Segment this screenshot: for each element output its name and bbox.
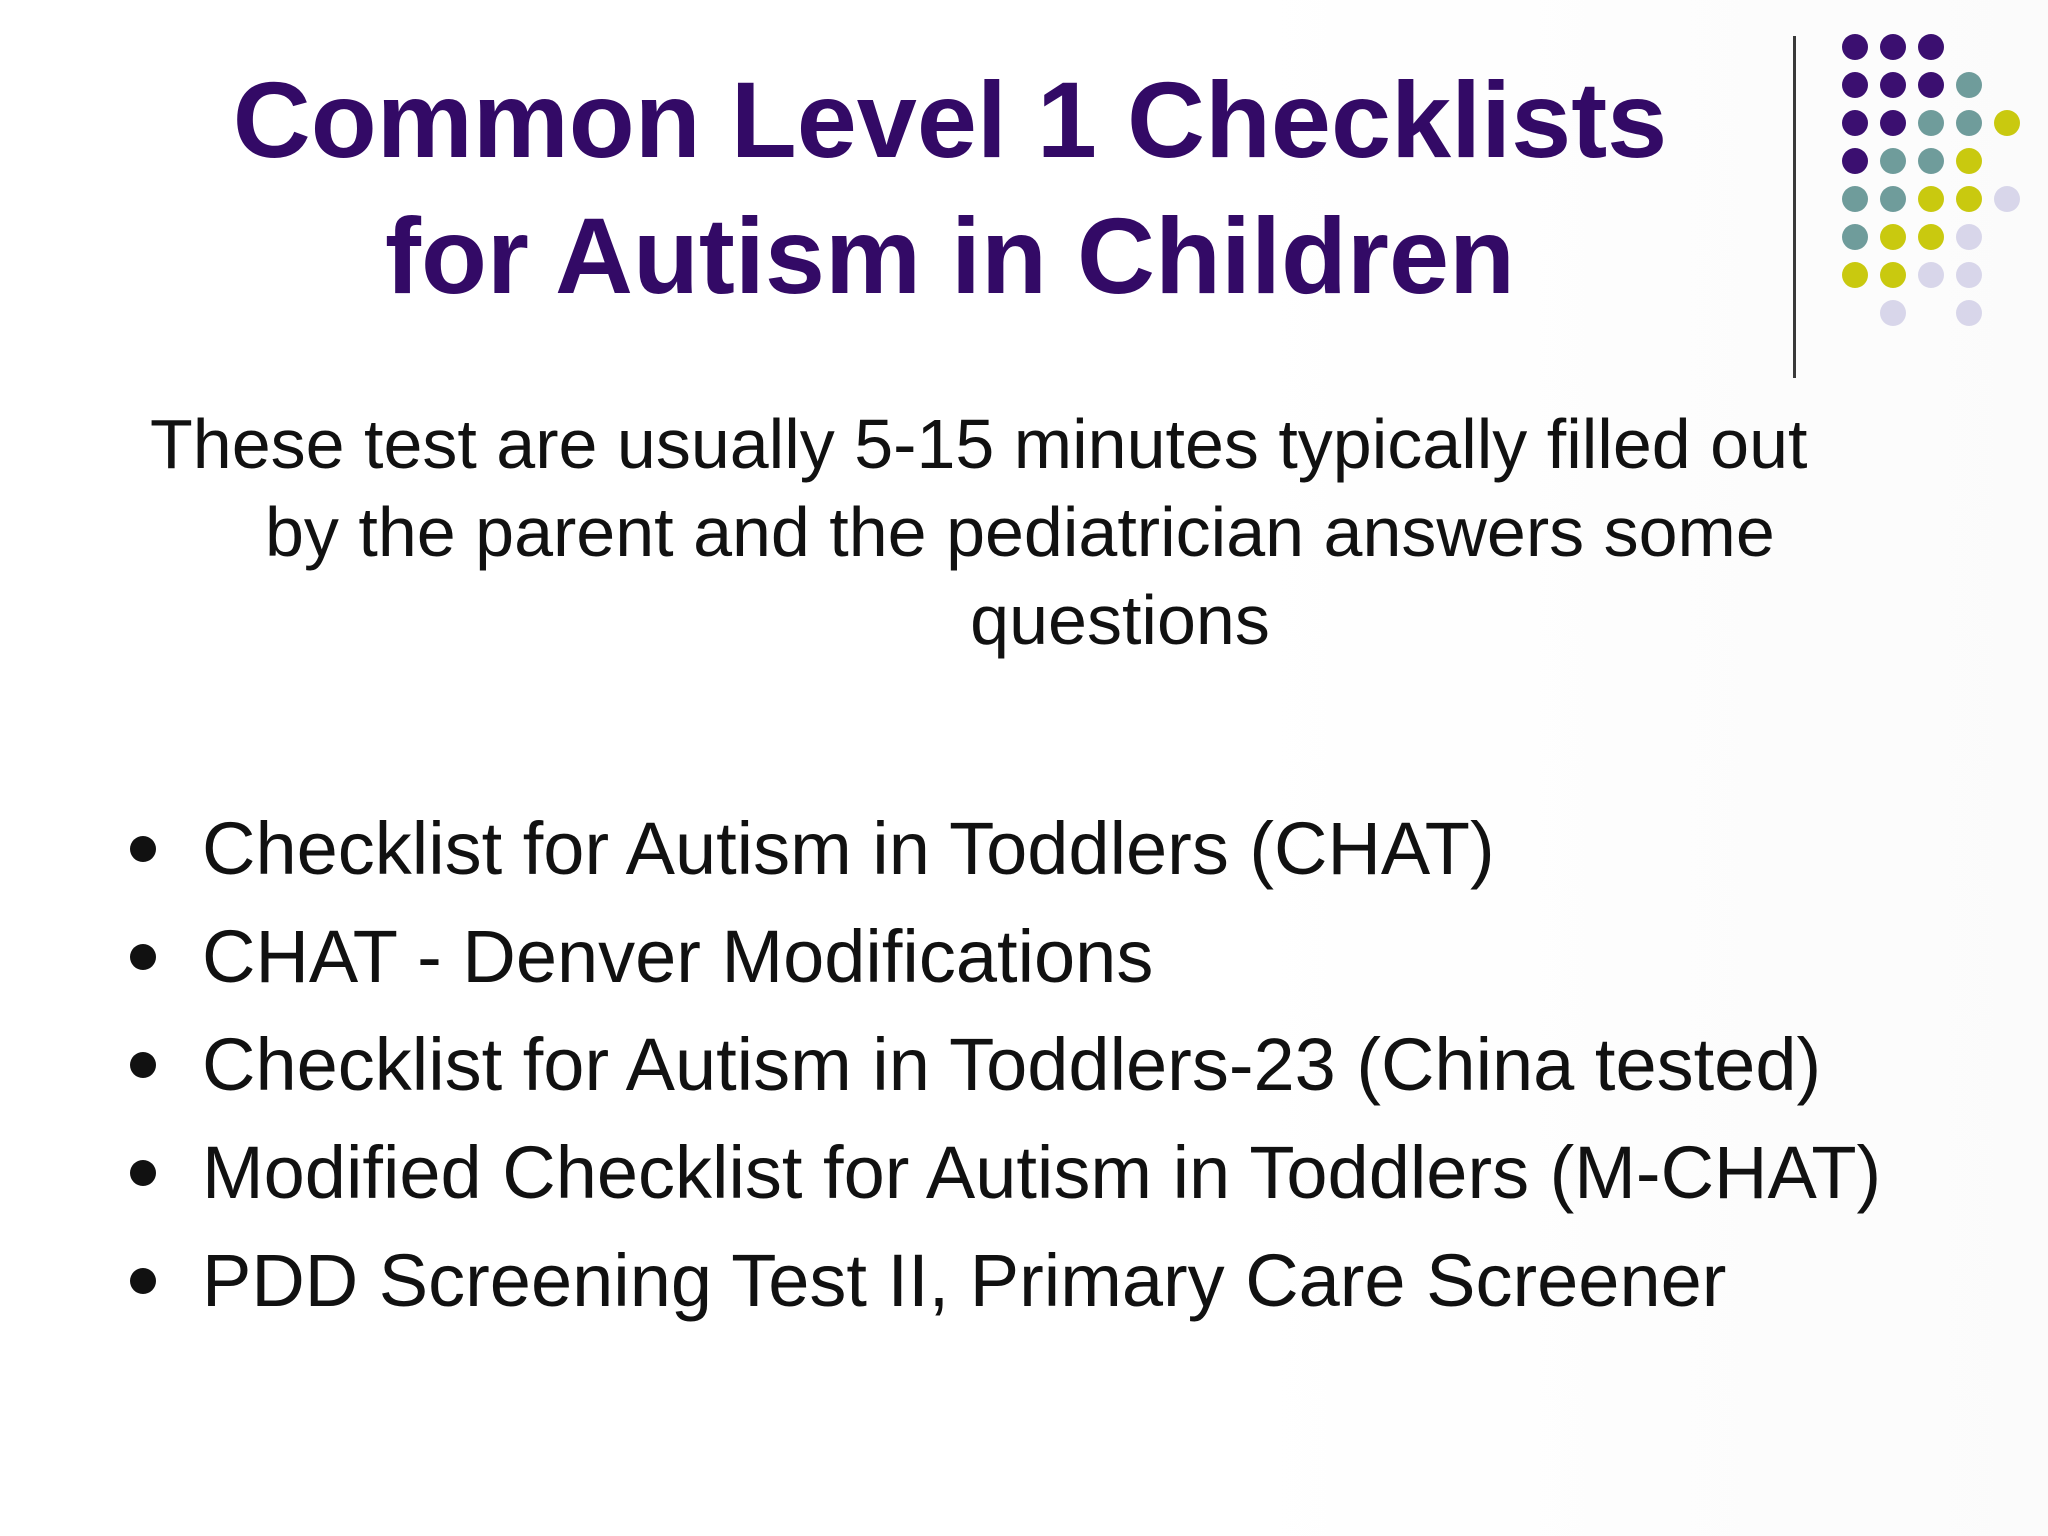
decorative-dot <box>1880 34 1906 60</box>
bullet-text: PDD Screening Test II, Primary Care Screener <box>202 1239 1727 1322</box>
intro-line-3: questions <box>970 581 1270 659</box>
decorative-dot <box>1842 224 1868 250</box>
decorative-dot <box>1880 262 1906 288</box>
decorative-dot <box>1842 148 1868 174</box>
bullet-item <box>120 1011 2000 1119</box>
intro-line-2: by the parent and the pediatrician answers some <box>265 493 1775 571</box>
decorative-dot <box>1918 224 1944 250</box>
bullet-item <box>120 795 2000 903</box>
decorative-dot <box>1994 110 2020 136</box>
bullet-marker <box>130 1268 156 1294</box>
bullet-text: CHAT - Denver Modifications <box>202 915 1154 998</box>
decorative-dot <box>1842 34 1868 60</box>
slide-title <box>130 52 1770 324</box>
decorative-dot <box>1994 186 2020 212</box>
decorative-dot <box>1880 148 1906 174</box>
decorative-dot <box>1956 186 1982 212</box>
decorative-dot <box>1956 262 1982 288</box>
decorative-dot <box>1918 262 1944 288</box>
decorative-dot <box>1956 110 1982 136</box>
decorative-dot <box>1842 262 1868 288</box>
bullet-item <box>120 1119 2000 1227</box>
decorative-dot <box>1842 110 1868 136</box>
bullet-text: Modified Checklist for Autism in Toddlers (M-CHAT) <box>202 1131 1882 1214</box>
decorative-dot <box>1880 72 1906 98</box>
bullet-text: Checklist for Autism in Toddlers-23 (China tested) <box>202 1023 1822 1106</box>
bullet-marker <box>130 1052 156 1078</box>
decorative-dot <box>1956 300 1982 326</box>
bullet-text: Checklist for Autism in Toddlers (CHAT) <box>202 807 1495 890</box>
bullet-item <box>120 1227 2000 1335</box>
title-line-2: for Autism in Children <box>385 195 1515 316</box>
decorative-dot <box>1918 186 1944 212</box>
decorative-dot <box>1956 148 1982 174</box>
decorative-dot <box>1956 72 1982 98</box>
decorative-dot <box>1880 110 1906 136</box>
intro-line-1: These test are usually 5-15 minutes typically filled out <box>150 405 1808 483</box>
decorative-dot <box>1880 224 1906 250</box>
checklist-bullet-list <box>120 795 2000 1335</box>
vertical-divider <box>1793 36 1796 378</box>
decorative-dot <box>1842 72 1868 98</box>
bullet-marker <box>130 836 156 862</box>
decorative-dot <box>1842 186 1868 212</box>
bullet-item <box>120 903 2000 1011</box>
decorative-dot <box>1918 110 1944 136</box>
bullet-marker <box>130 944 156 970</box>
decorative-dot <box>1918 72 1944 98</box>
intro-paragraph <box>140 400 1920 664</box>
decorative-dot <box>1880 186 1906 212</box>
title-line-1: Common Level 1 Checklists <box>232 59 1668 180</box>
decorative-dot <box>1956 224 1982 250</box>
decorative-dot <box>1880 300 1906 326</box>
decorative-dot <box>1918 148 1944 174</box>
decorative-dot <box>1918 34 1944 60</box>
bullet-marker <box>130 1160 156 1186</box>
